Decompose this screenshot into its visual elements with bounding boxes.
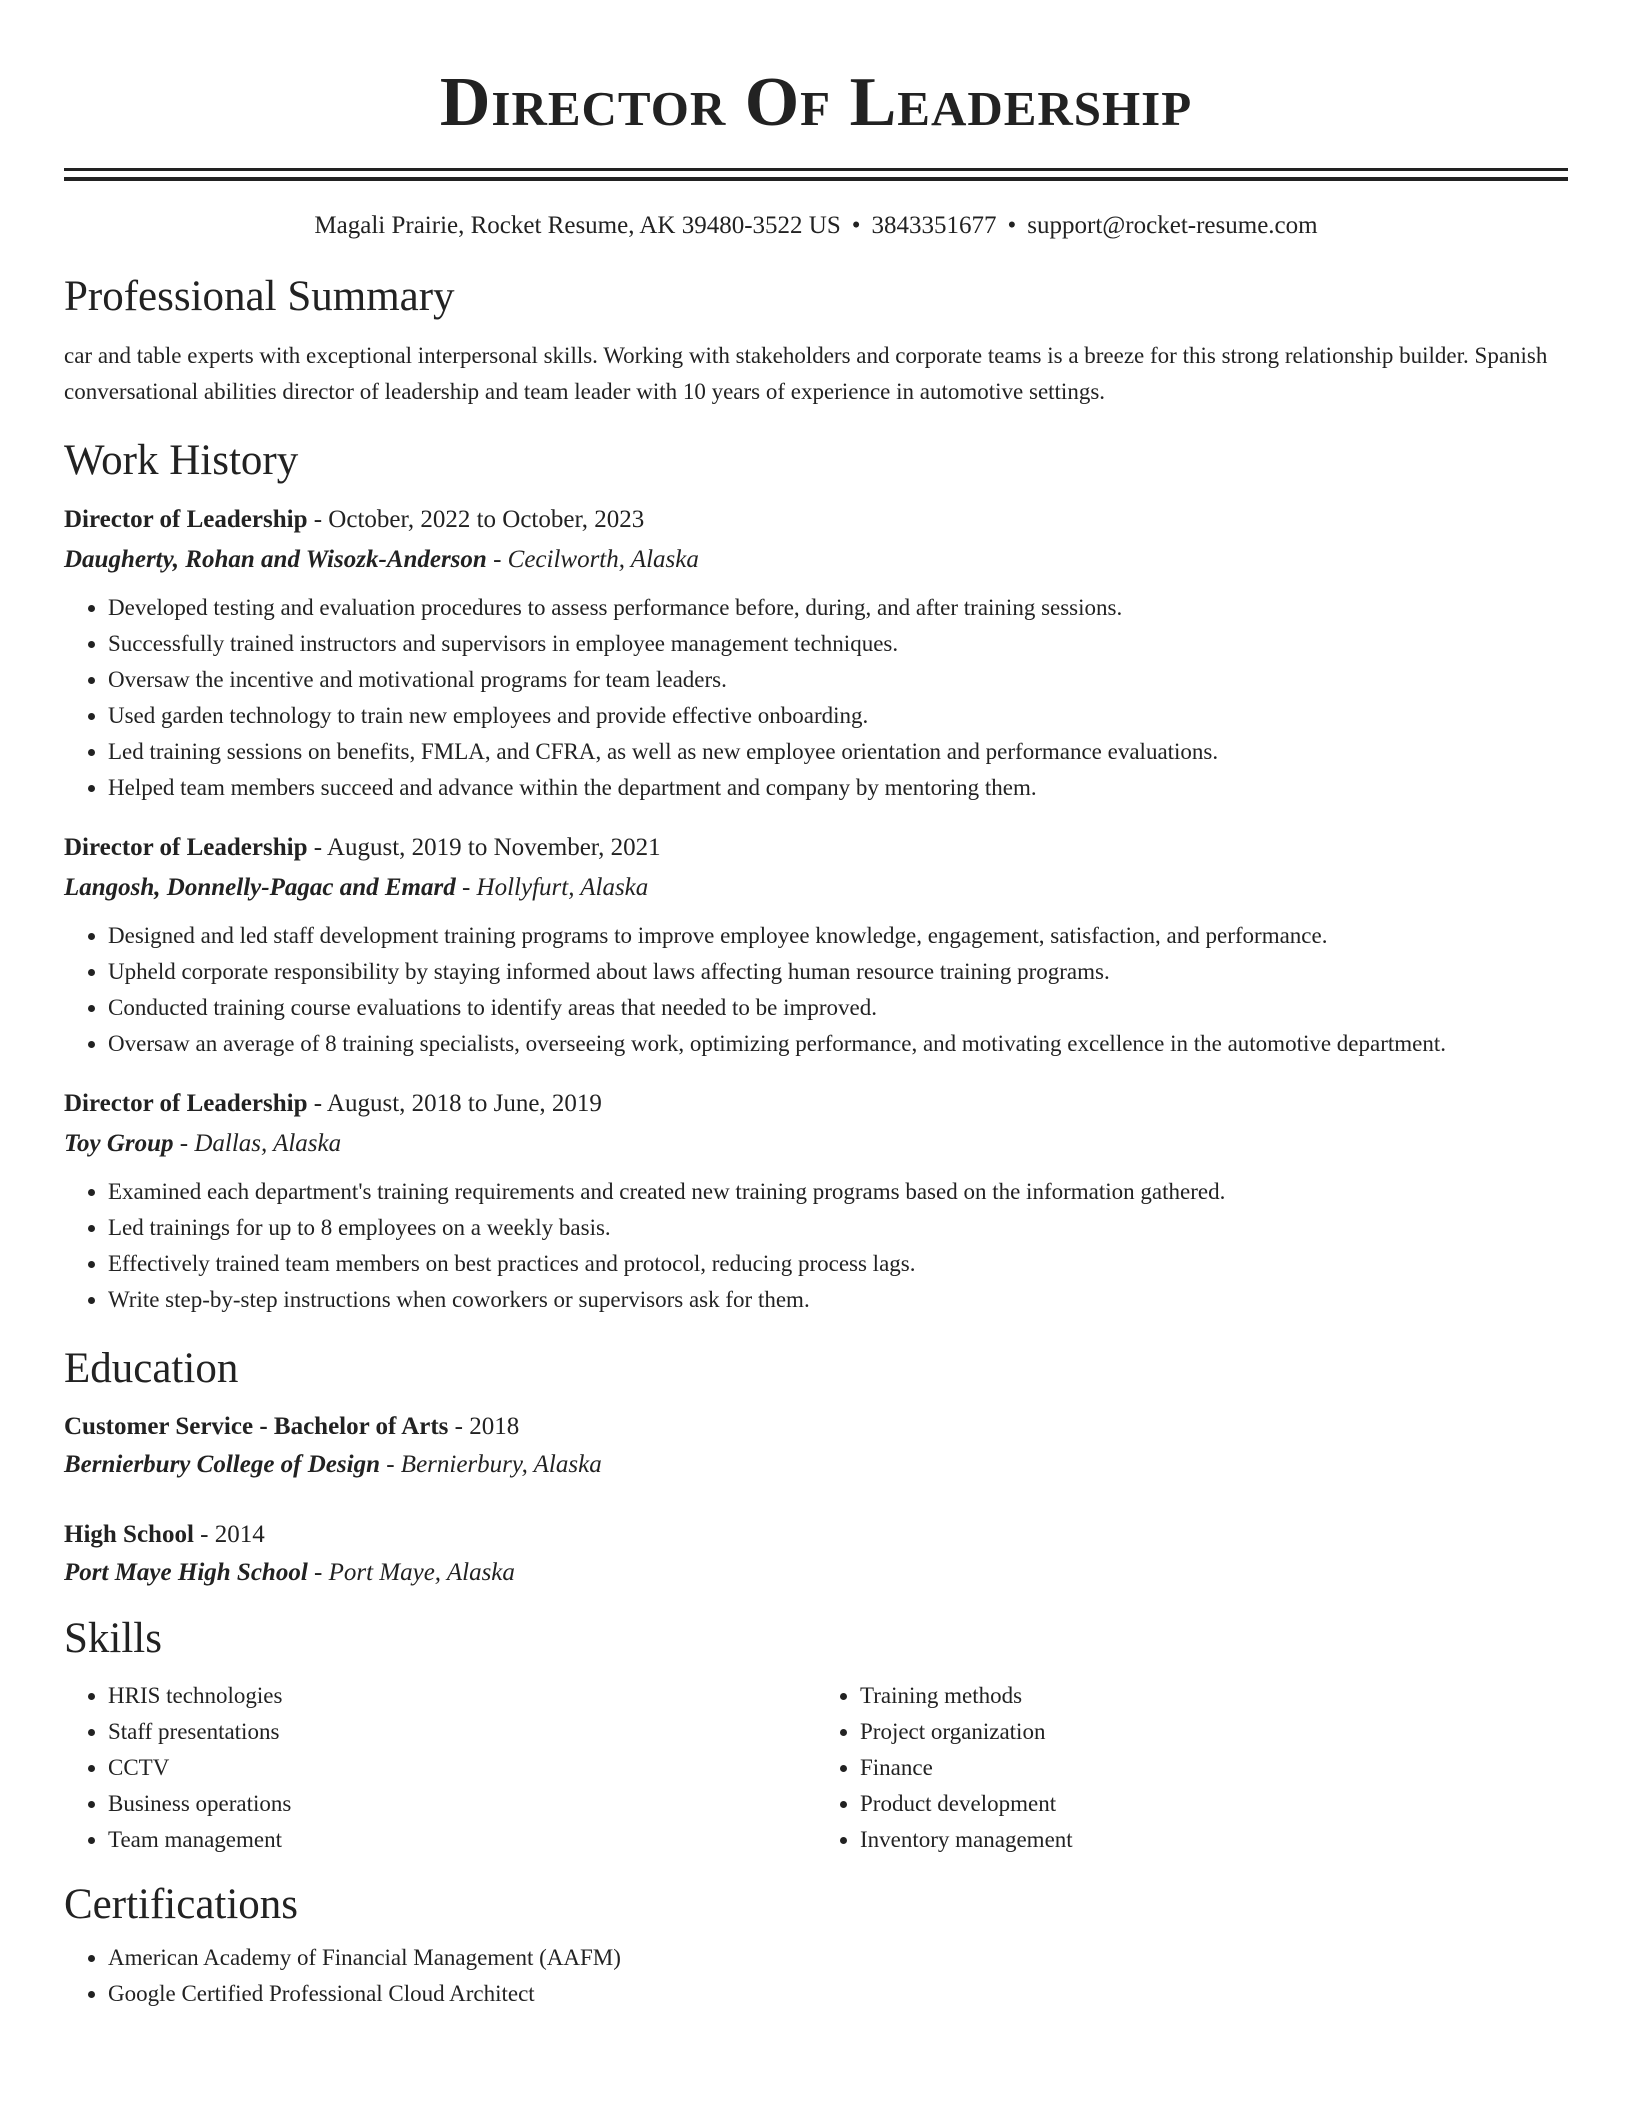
job-duty: • Led trainings for up to 8 employees on a weekly basis. (108, 1210, 1568, 1246)
skill-item: • Staff presentations (108, 1714, 816, 1750)
certification-item: • American Academy of Financial Management (AAFM) (108, 1940, 1568, 1976)
degree-line (64, 1516, 1568, 1554)
contact-phone: 3843351677 (871, 212, 997, 239)
skill-item: • HRIS technologies (108, 1678, 816, 1714)
job-title-line (64, 1084, 1568, 1124)
skill-item: • Training methods (860, 1678, 1568, 1714)
job-duty: • Designed and led staff development training programs to improve employee knowledge, engagement, satisfaction, and performance. (108, 918, 1568, 954)
certifications-list (64, 1940, 1568, 2012)
education-entry (64, 1408, 1568, 1484)
skill-item: • Finance (860, 1750, 1568, 1786)
job-duties (64, 1174, 1568, 1318)
certifications-section (64, 1880, 1568, 2012)
job-entry (64, 1084, 1568, 1318)
employer-location: - Dallas, Alaska (173, 1130, 342, 1157)
certifications-heading: Certifications (64, 1881, 299, 1928)
school-line (64, 1554, 1568, 1592)
job-entry (64, 500, 1568, 806)
contact-separator: • (851, 212, 861, 239)
skills-columns (64, 1678, 1568, 1858)
education-entry (64, 1516, 1568, 1592)
employer-location: - Cecilworth, Alaska (486, 546, 699, 573)
skill-item: • Project organization (860, 1714, 1568, 1750)
skills-section (64, 1614, 1568, 1858)
resume-page (64, 0, 1568, 2012)
work-history-section (64, 436, 1568, 1318)
job-duties (64, 590, 1568, 806)
skills-list-left (64, 1678, 816, 1858)
job-title-line (64, 828, 1568, 868)
contact-email: support@rocket-resume.com (1027, 212, 1318, 239)
job-duties (64, 918, 1568, 1062)
job-duty: • Oversaw an average of 8 training specialists, overseeing work, optimizing performance, and motivating excellence in the automotive department. (108, 1026, 1568, 1062)
job-duty: • Developed testing and evaluation procedures to assess performance before, during, and after training sessions. (108, 590, 1568, 626)
school-name: Bernierbury College of Design (64, 1451, 380, 1478)
work-history-heading: Work History (64, 437, 299, 484)
degree-name: Customer Service - Bachelor of Arts (64, 1413, 449, 1440)
skill-item: • Inventory management (860, 1822, 1568, 1858)
job-duty: • Examined each department's training requirements and created new training programs based on the information gathered. (108, 1174, 1568, 1210)
school-name: Port Maye High School (64, 1559, 308, 1586)
job-entry (64, 828, 1568, 1062)
degree-line (64, 1408, 1568, 1446)
job-duty: • Successfully trained instructors and supervisors in employee management techniques. (108, 626, 1568, 662)
employer-location: - Hollyfurt, Alaska (455, 874, 649, 901)
divider-line-thin (64, 168, 1568, 171)
job-duty: • Oversaw the incentive and motivational programs for team leaders. (108, 662, 1568, 698)
education-heading: Education (64, 1345, 239, 1392)
job-title: Director of Leadership (64, 1090, 308, 1117)
skill-item: • CCTV (108, 1750, 816, 1786)
education-section (64, 1344, 1568, 1592)
skills-heading: Skills (64, 1615, 162, 1662)
employer-name: Daugherty, Rohan and Wisozk-Anderson (64, 546, 487, 573)
skill-item: • Product development (860, 1786, 1568, 1822)
job-duty: • Used garden technology to train new employees and provide effective onboarding. (108, 698, 1568, 734)
job-dates: - August, 2019 to November, 2021 (307, 834, 661, 861)
degree-year: - 2018 (448, 1413, 520, 1440)
divider-line-thick (64, 177, 1568, 181)
school-line (64, 1446, 1568, 1484)
summary-heading: Professional Summary (64, 273, 455, 320)
job-dates: - October, 2022 to October, 2023 (307, 506, 645, 533)
contact-line (64, 210, 1568, 242)
job-title: Director of Leadership (64, 834, 308, 861)
employer-line (64, 868, 1568, 908)
job-title-line (64, 500, 1568, 540)
employer-line (64, 1124, 1568, 1164)
job-duty: • Effectively trained team members on best practices and protocol, reducing process lags. (108, 1246, 1568, 1282)
skill-item: • Team management (108, 1822, 816, 1858)
job-dates: - August, 2018 to June, 2019 (307, 1090, 602, 1117)
degree-name: High School (64, 1521, 194, 1548)
job-duty: • Conducted training course evaluations to identify areas that needed to be improved. (108, 990, 1568, 1026)
summary-section (64, 272, 1568, 410)
school-location: - Bernierbury, Alaska (379, 1451, 602, 1478)
contact-separator: • (1007, 212, 1017, 239)
candidate-title: Director Of Leadership (439, 64, 1193, 141)
job-duty: • Led training sessions on benefits, FMLA, and CFRA, as well as new employee orientation and performance evaluations. (108, 734, 1568, 770)
job-duty: • Helped team members succeed and advance within the department and company by mentoring them. (108, 770, 1568, 806)
job-duty: • Write step-by-step instructions when coworkers or supervisors ask for them. (108, 1282, 1568, 1318)
employer-name: Toy Group (64, 1130, 174, 1157)
contact-address: Magali Prairie, Rocket Resume, AK 39480-3522 US (314, 212, 841, 239)
summary-text: car and table experts with exceptional interpersonal skills. Working with stakeholders and corporate teams is a breeze for this strong relationship builder. Spanish conversational abilities director of leadership and team leader with 10 years of experience in automotive settings. (64, 343, 1548, 404)
skills-list-right (816, 1678, 1568, 1858)
employer-name: Langosh, Donnelly-Pagac and Emard (64, 874, 456, 901)
header-divider (64, 168, 1568, 181)
certification-item: • Google Certified Professional Cloud Architect (108, 1976, 1568, 2012)
job-title: Director of Leadership (64, 506, 308, 533)
skill-item: • Business operations (108, 1786, 816, 1822)
employer-line (64, 540, 1568, 580)
degree-year: - 2014 (193, 1521, 265, 1548)
job-duty: • Upheld corporate responsibility by staying informed about laws affecting human resource training programs. (108, 954, 1568, 990)
school-location: - Port Maye, Alaska (307, 1559, 515, 1586)
